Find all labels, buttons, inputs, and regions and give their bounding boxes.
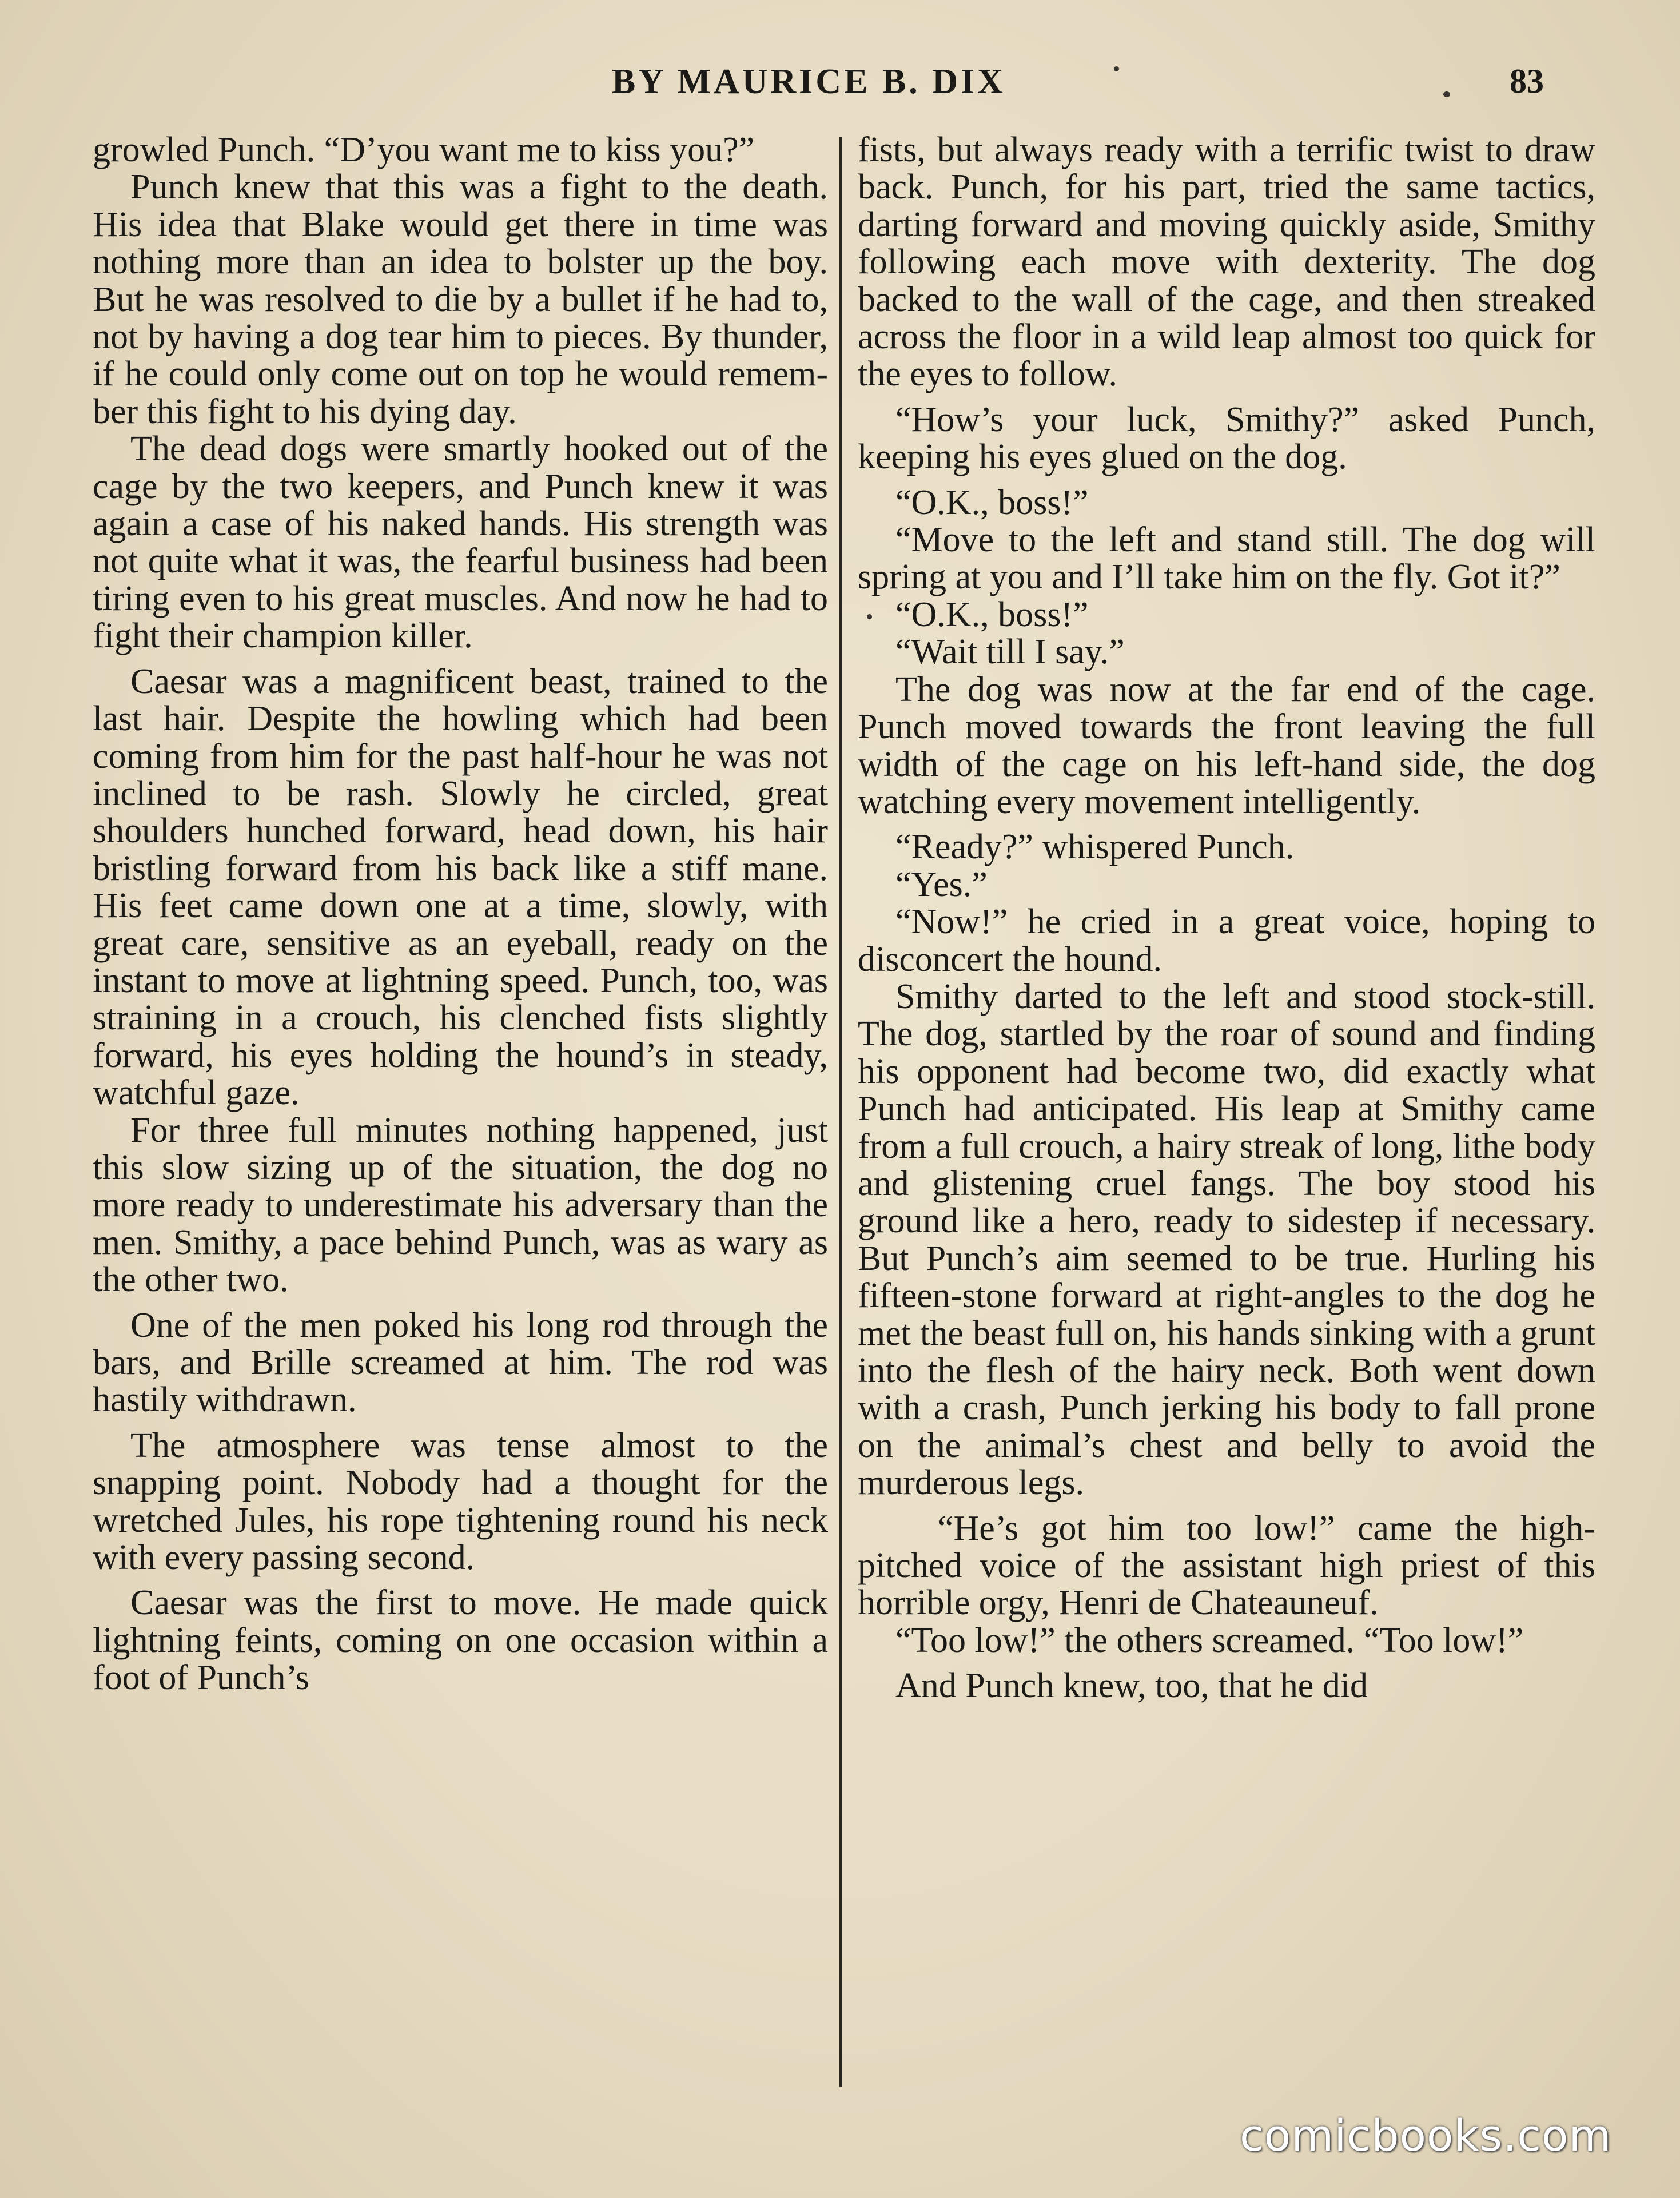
paragraph: fists, but always ready with a terrific twist to draw back. Punch, for his part, tried the same tactics, darting forward and moving quickly aside, Smithy following each move with dexterity. The dog backed to the wall of the cage, and then streaked across the floor in a wild leap almost too quick for the eyes to follow. — [858, 130, 1595, 394]
paragraph: Smithy darted to the left and stood stock-still. The dog, startled by the roar of sound and finding his opponent had become two, did exactly what Punch had anticipated. His leap at Smithy came from a full crouch, a hairy streak of long, lithe body and glistening cruel fangs. The boy stood his ground like a hero, ready to sidestep if necessary. But Punch’s aim seemed to be true. Hurling his fifteen-stone forward at right-angles to the dog he met the beast full on, his hands sinking with a grunt into the flesh of the hairy neck. Both went down with a crash, Punch jerking his body to fall prone on the animal’s chest and belly to avoid the murderous legs. — [858, 977, 1595, 1503]
paragraph: “O.K., boss!” — [895, 595, 1089, 634]
running-head: BY MAURICE B. DIX — [612, 62, 1006, 101]
paragraph: One of the men poked his long rod through the bars, and Brille screamed at him. The rod was hastily withdrawn. — [93, 1305, 828, 1420]
paragraph: For three full minutes nothing happened, just this slow sizing up of the situation, the dog no more ready to underestimate his adversary than the men. Smithy, a pace behind Punch, was as wary as the other two. — [93, 1110, 828, 1300]
paragraph: “Wait till I say.” — [895, 632, 1125, 672]
paragraph: “Now!” he cried in a great voice, hoping to disconcert the hound. — [858, 902, 1595, 979]
ink-speck — [867, 614, 872, 619]
paragraph: Caesar was the first to move. He made quick lightning feints, coming on one occasion within a foot of Punch’s — [93, 1583, 828, 1698]
paragraph: The dead dogs were smartly hooked out of the cage by the two keepers, and Punch knew it was again a case of his naked hands. His strength was not quite what it was, the fearful business had been tiring even to his great muscles. And now he had to fight their champion killer. — [93, 429, 828, 656]
paragraph: And Punch knew, too, that he did — [895, 1666, 1368, 1706]
paragraph: “Yes.” — [895, 865, 988, 904]
paragraph: “O.K., boss!” — [895, 483, 1089, 522]
paragraph: “Ready?” whispered Punch. — [895, 827, 1295, 867]
column-divider — [839, 137, 842, 2087]
paragraph: growled Punch. “D’you want me to kiss you?” — [93, 130, 755, 169]
page-header — [0, 57, 1680, 120]
watermark-logo: comicbooks.com — [1240, 2110, 1612, 2161]
paragraph: The dog was now at the far end of the cage. Punch moved towards the front leaving the full width of the cage on his left-hand side, the dog watching every movement intelligently. — [858, 670, 1595, 821]
page-number: 83 — [1510, 62, 1544, 100]
paragraph: Punch knew that this was a fight to the death. His idea that Blake would get there in time was nothing more than an idea to bolster up the boy. But he was resolved to die by a bullet if he had to, not by having a dog tear him to pieces. By thunder, if he could only come out on top he would remember this fight to his dying day. — [93, 168, 828, 431]
right-column — [858, 132, 1595, 1705]
paragraph: “Too low!” the others screamed. “Too low!” — [895, 1620, 1524, 1660]
ink-speck — [1114, 66, 1119, 71]
paragraph: “Move to the left and stand still. The dog will spring at you and I’ll take him on the fly. Got it?” — [858, 520, 1595, 597]
paragraph: “How’s your luck, Smithy?” asked Punch, keeping his eyes glued on the dog. — [858, 400, 1595, 477]
left-column — [93, 132, 828, 1697]
paragraph: “He’s got him too low!” came the high-pitched voice of the assistant high priest of this horrible orgy, Henri de Chateauneuf. — [858, 1508, 1595, 1623]
ink-speck — [1443, 91, 1450, 97]
paragraph: Caesar was a magnificent beast, trained to the last hair. Despite the howling which had been coming from him for the past half-hour he was not inclined to be rash. Slowly he circled, great shoulders hunched forward, head down, his hair bristling forward from his back like a stiff mane. His feet came down one at a time, slowly, with great care, sensitive as an eyeball, ready on the instant to move at lightning speed. Punch, too, was straining in a crouch, his clenched fists slightly forward, his eyes holding the hound’s in steady, watchful gaze. — [93, 662, 828, 1113]
paragraph: The atmosphere was tense almost to the snapping point. Nobody had a thought for the wretched Jules, his rope tightening round his neck with every passing second. — [93, 1425, 828, 1578]
